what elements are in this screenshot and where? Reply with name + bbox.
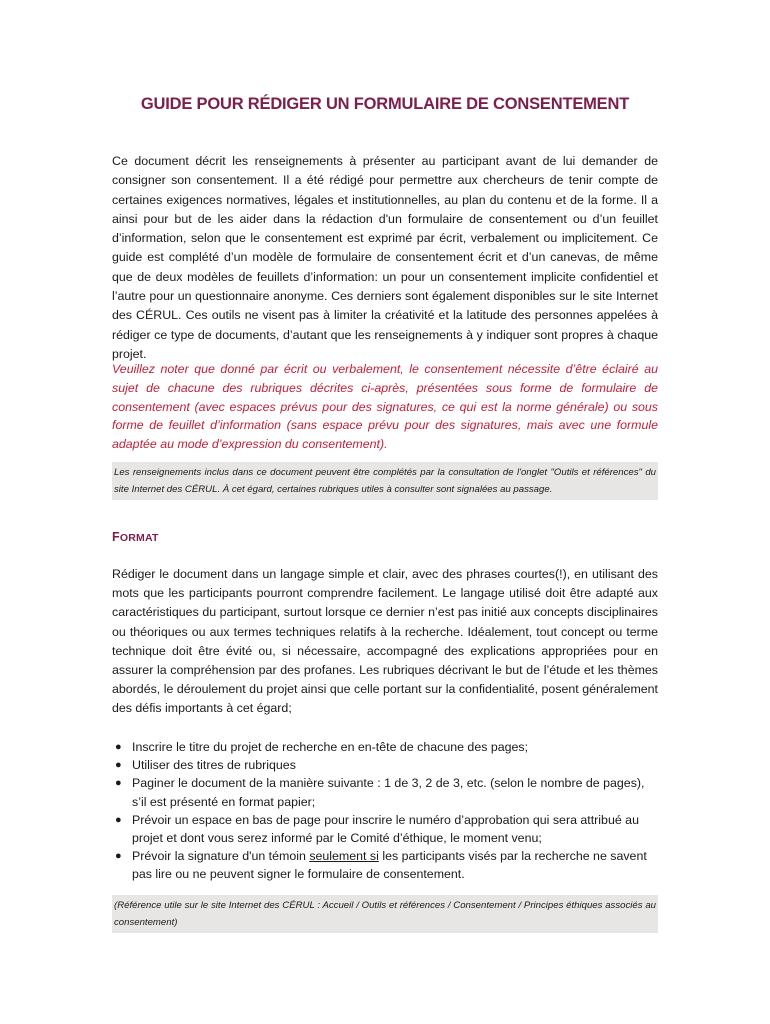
intro-paragraph: Ce document décrit les renseignements à présenter au participant avant de lui demander de consigner son consentement. Il a été rédigé pour permettre aux chercheurs de tenir compte de certaines exigences normatives, légales et institutionnelles, au plan du contenu et de la forme. Il a ainsi pour but de les aider dans la rédaction d'un formulaire de consentement ou d’un feuillet d’information, selon que le consentement est exprimé par écrit, verbalement ou implicitement. Ce guide est complété d’un modèle de formulaire de consentement écrit et d’un canevas, de même que de deux modèles de feuillets d’information: un pour un consentement implicite confidentiel et l’autre pour un questionnaire anonyme. Ces derniers sont également disponibles sur le site Internet des CÉRUL. Ces outils ne visent pas à limiter la créativité et la latitude des personnes appelées à rédiger ce type de documents, d’autant que les renseignements à y indiquer sont propres à chaque projet. (112, 154, 658, 361)
format-bullet-list (112, 738, 658, 884)
section-heading-rest: ORMAT (119, 532, 159, 544)
list-item-text: Prévoir un espace en bas de page pour inscrire le numéro d’approbation qui sera attribué au projet et dont vous serez informé par le Comité d’éthique, le moment venu; (132, 812, 639, 846)
list-item-text: Paginer le document de la manière suivante : 1 de 3, 2 de 3, etc. (selon le nombre de pages), s’il est présenté en format papier; (132, 776, 645, 809)
bullet-icon: ● (115, 759, 122, 772)
section-heading-format (112, 530, 159, 544)
list-item (112, 738, 658, 756)
bullet-icon: ● (115, 741, 122, 753)
bullet-icon: ● (115, 850, 122, 863)
format-paragraph: Rédiger le document dans un langage simple et clair, avec des phrases courtes(!), en utilisant des mots que les participants pourront comprendre facilement. Le langage utilisé doit être adapté aux caractéristiques du participant, surtout lorsque ce dernier n’est pas initié aux concepts disciplinaires ou théoriques ou aux termes techniques relatifs à la recherche. Idéalement, tout concept ou terme technique doit être évité ou, si nécessaire, accompagné des explications appropriées pour en assurer la compréhension par des profanes. Les rubriques décrivant le but de l’étude et les thèmes abordés, le déroulement du projet ainsi que celle portant sur la confidentialité, posent généralement des défis importants à cet égard; (112, 567, 658, 716)
list-item (112, 774, 658, 810)
bullet-icon: ● (115, 777, 122, 790)
reference-box-2: (Référence utile sur le site Internet des CÉRUL : Accueil / Outils et références / Consentement / Principes éthiques associés au consentement) (112, 895, 658, 933)
list-item-text-start: Prévoir la signature d'un témoin (132, 849, 310, 864)
list-item (112, 811, 658, 847)
list-item (112, 756, 658, 774)
section-heading-initial: F (112, 530, 120, 544)
consent-note: Veuillez noter que donné par écrit ou verbalement, le consentement nécessite d’être éclairé au sujet de chacune des rubriques décrites ci-après, présentées sous forme de formulaire de consentement (avec espaces prévus pour des signatures, ce qui est la norme générale) ou sous forme de feuillet d’information (sans espace prévu pour des signatures, mais avec une formule adaptée au mode d’expression du consentement). (112, 362, 658, 452)
list-item-text: Utiliser des titres de rubriques (132, 758, 296, 773)
list-item-text-end: les participants visés par la recherche ne savent pas lire ou ne peuvent signer le formulaire de consentement. (132, 849, 647, 882)
list-item-text: Inscrire le titre du projet de recherche en en-tête de chacune des pages; (132, 740, 529, 754)
reference-box-1: Les renseignements inclus dans ce document peuvent être complétés par la consultation de l'onglet "Outils et références" du site Internet des CÉRUL. À cet égard, certaines rubriques utiles à consulter sont signalées au passage. (112, 462, 658, 500)
bullet-icon: ● (115, 813, 122, 826)
underlined-emphasis: seulement si (309, 849, 379, 864)
document-title: GUIDE POUR RÉDIGER UN FORMULAIRE DE CONSENTEMENT (140, 95, 630, 113)
list-item (112, 847, 658, 883)
